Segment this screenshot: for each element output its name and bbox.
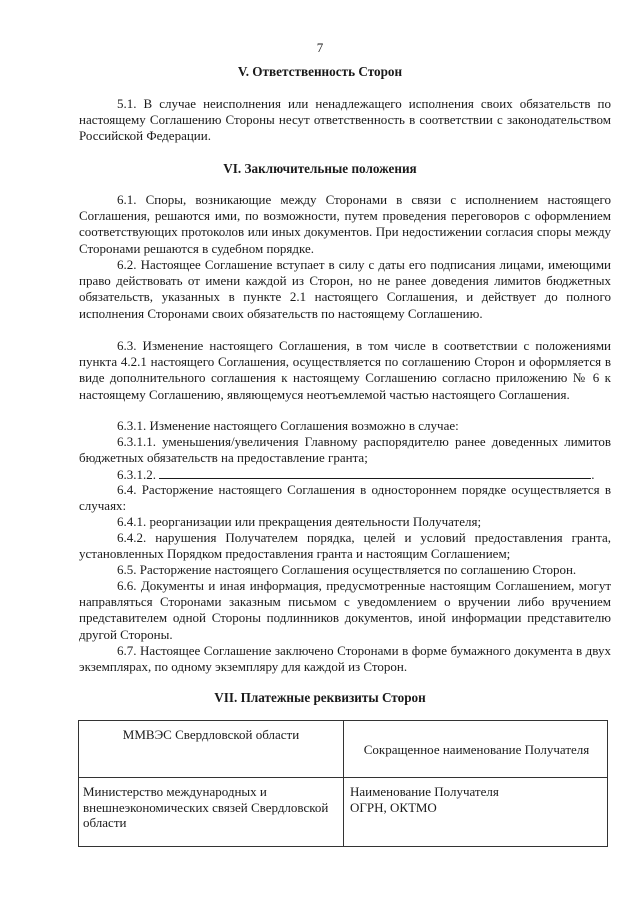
paragraph-6-4: 6.4. Расторжение настоящего Соглашения в одностороннем порядке осуществляется в случаях: <box>79 482 611 514</box>
table-cell-ministry: Министерство международных и внешнеэкономических связей Свердловской области <box>79 778 344 847</box>
table-cell-recipient <box>344 778 608 847</box>
section-7-heading: VII. Платежные реквизиты Сторон <box>214 690 426 705</box>
fill-in-blank-line <box>159 466 591 479</box>
table-row <box>79 778 608 847</box>
payment-details-table <box>78 720 608 847</box>
paragraph-6-4-1: 6.4.1. реорганизации или прекращения деятельности Получателя; <box>117 514 482 529</box>
table-header-right: Сокращенное наименование Получателя <box>344 721 608 778</box>
page-number: 7 <box>316 40 324 55</box>
paragraph-5-1: 5.1. В случае неисполнения или ненадлежащего исполнения своих обязательств по настоящему Соглашению Стороны несут ответственность в соответствии с законодательством Российской Федерации. <box>79 96 611 144</box>
paragraph-6-2: 6.2. Настоящее Соглашение вступает в силу с даты его подписания лицами, имеющими право действовать от имени каждой из Сторон, но не ранее доведения лимитов бюджетных обязательств, указанных в пункте 2.1 настоящего Соглашения, и действует до полного исполнения Сторонами своих обязательств по настоящему Соглашению. <box>79 257 611 321</box>
section-5-heading: V. Ответственность Сторон <box>237 64 403 79</box>
table-header-row <box>79 721 608 778</box>
paragraph-6-4-2: 6.4.2. нарушения Получателем порядка, целей и условий предоставления гранта, установленных Порядком предоставления гранта и настоящим Соглашением; <box>79 530 611 562</box>
table-header-left: ММВЭС Свердловской области <box>79 721 344 778</box>
paragraph-6-1: 6.1. Споры, возникающие между Сторонами в связи с исполнением настоящего Соглашения, решаются ими, по возможности, путем проведения переговоров с оформлением соответствующих протоколов или иных документов. При недостижении согласия споры между Сторонами решаются в судебном порядке. <box>79 192 611 256</box>
recipient-ogrn-oktmo-label: ОГРН, ОКТМО <box>350 799 437 815</box>
paragraph-6-6: 6.6. Документы и иная информация, предусмотренные настоящим Соглашением, могут направляться Сторонами заказным письмом с уведомлением о вручении либо вручением представителем одной Стороны подлинников документов, иной информации представителю другой Стороны. <box>79 578 611 642</box>
paragraph-6-3-1-2-end: . <box>591 467 595 482</box>
recipient-name-label: Наименование Получателя <box>350 784 499 799</box>
paragraph-6-3-1-1: 6.3.1.1. уменьшения/увеличения Главному распорядителю ранее доведенных лимитов бюджетных обязательств на предоставление гранта; <box>79 434 611 466</box>
paragraph-6-3: 6.3. Изменение настоящего Соглашения, в том числе в соответствии с положениями пункта 4.2.1 настоящего Соглашения, осуществляется по соглашению Сторон и оформляется в виде дополнительного соглашения к настоящему Соглашению согласно приложению № 6 к настоящему Соглашению, являющемуся неотъемлемой частью настоящего Соглашения. <box>79 338 611 402</box>
paragraph-6-3-1-2 <box>79 466 611 483</box>
paragraph-6-3-1-2-label: 6.3.1.2. <box>117 467 156 482</box>
paragraph-6-5: 6.5. Расторжение настоящего Соглашения осуществляется по соглашению Сторон. <box>117 562 577 577</box>
paragraph-6-3-1: 6.3.1. Изменение настоящего Соглашения возможно в случае: <box>117 418 459 433</box>
paragraph-6-7: 6.7. Настоящее Соглашение заключено Сторонами в форме бумажного документа в двух экземплярах, по одному экземпляру для каждой из Сторон. <box>79 643 611 675</box>
section-6-heading: VI. Заключительные положения <box>223 161 417 176</box>
